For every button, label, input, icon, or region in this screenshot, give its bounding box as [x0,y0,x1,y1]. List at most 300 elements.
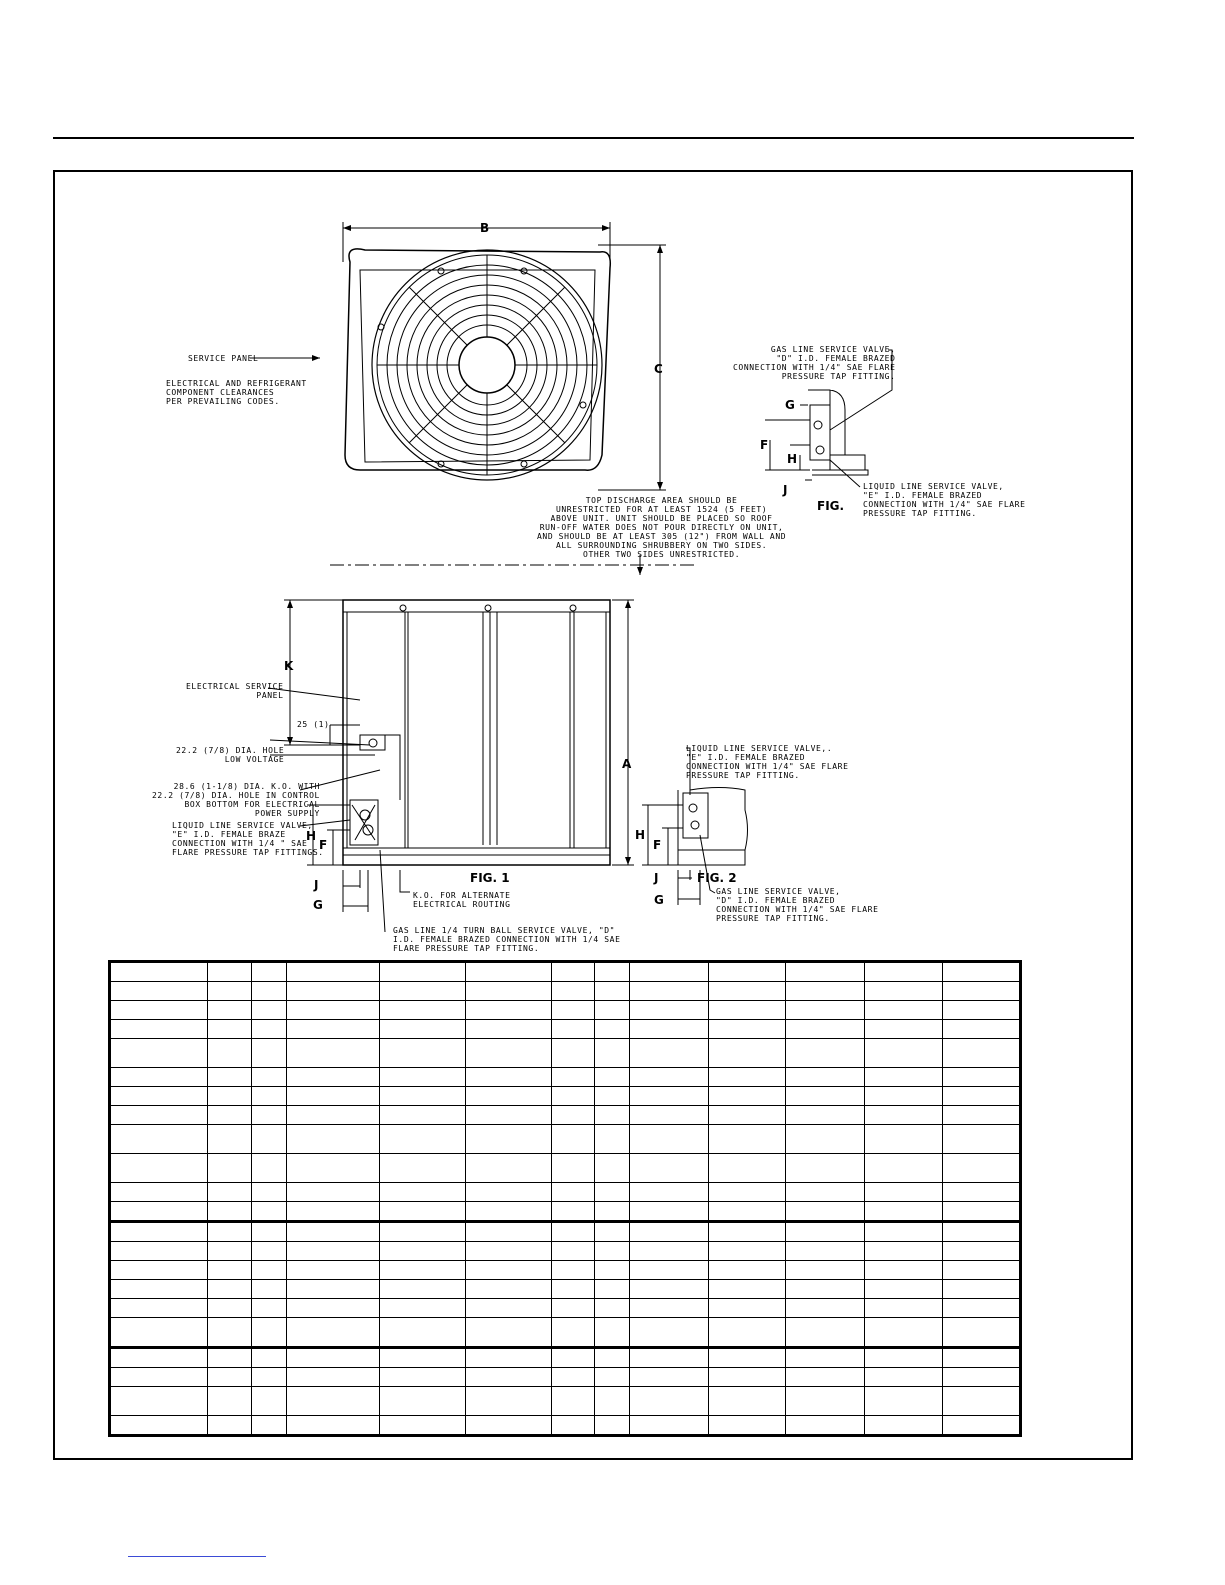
table-cell [466,1280,552,1299]
table-cell [786,1039,865,1068]
power-supply-ko-note: 28.6 (1-1/8) DIA. K.O. WITH 22.2 (7/8) DIA. HOLE IN CONTROL BOX BOTTOM FOR ELECTRICAL POWER SUPPLY [152,782,320,818]
fig2-dim-f-label: F [653,838,662,852]
table-row [110,982,1021,1001]
table-cell [287,1416,380,1436]
table-row [110,1106,1021,1125]
table-cell [865,1125,943,1154]
table-cell [208,1348,252,1368]
table-cell [709,1154,786,1183]
table-row [110,1299,1021,1318]
low-voltage-hole-note: 22.2 (7/8) DIA. HOLE LOW VOLTAGE [176,746,285,764]
table-cell [287,1202,380,1222]
table-cell [943,1183,1021,1202]
table-cell [466,1299,552,1318]
fig3-label: FIG. [817,499,845,513]
table-cell [110,1087,208,1106]
table-cell [630,1222,709,1242]
table-cell [252,1242,287,1261]
table-row [110,1348,1021,1368]
table-cell [595,962,630,982]
table-row [110,1202,1021,1222]
gas-ball-valve-note: GAS LINE 1/4 TURN BALL SERVICE VALVE, "D" I.D. FEMALE BRAZED CONNECTION WITH 1/4 SAE FLARE PRESSURE TAP FITTING. [393,926,621,953]
table-cell [466,982,552,1001]
table-cell [865,1242,943,1261]
table-cell [865,1299,943,1318]
dim-k-label: K [284,659,294,673]
table-cell [943,1242,1021,1261]
table-cell [630,1068,709,1087]
table-cell [943,1222,1021,1242]
table-cell [287,1001,380,1020]
table-cell [595,1183,630,1202]
table-cell [466,1154,552,1183]
top-discharge-note: TOP DISCHARGE AREA SHOULD BE UNRESTRICTED FOR AT LEAST 1524 (5 FEET) ABOVE UNIT. UNIT SHOULD BE PLACED SO ROOF RUN-OFF WATER DOES NOT POUR DIRECTLY ON UNIT, AND SHOULD BE AT LEAST 305 (12") FROM WALL AND ALL SURROUNDING SHRUBBERY ON TWO SIDES. OTHER TWO SIDES UNRESTRICTED. [537,496,787,559]
table-cell [943,962,1021,982]
table-cell [595,1222,630,1242]
table-cell [208,1020,252,1039]
table-cell [110,1280,208,1299]
table-cell [786,1087,865,1106]
table-cell [865,1387,943,1416]
table-row [110,1222,1021,1242]
table-cell [380,1318,466,1348]
table-cell [943,1202,1021,1222]
table-cell [287,1087,380,1106]
table-cell [630,1125,709,1154]
table-cell [380,1261,466,1280]
table-cell [595,1125,630,1154]
table-cell [786,1183,865,1202]
table-cell [865,1183,943,1202]
dim-b-label: B [480,221,490,235]
table-cell [208,962,252,982]
table-cell [380,1222,466,1242]
table-cell [110,1318,208,1348]
table-cell [630,1299,709,1318]
table-cell [786,1348,865,1368]
table-cell [252,1318,287,1348]
table-cell [709,1106,786,1125]
table-cell [252,1001,287,1020]
side-dim-f-label: F [760,438,769,452]
side-dim-g-label: G [785,398,795,412]
table-cell [380,1020,466,1039]
table-cell [943,1318,1021,1348]
table-row [110,1068,1021,1087]
table-cell [466,1222,552,1242]
clearances-note: ELECTRICAL AND REFRIGERANT COMPONENT CLEARANCES PER PREVAILING CODES. [166,379,307,406]
table-cell [630,1202,709,1222]
table-cell [709,1020,786,1039]
table-cell [208,1087,252,1106]
table-cell [709,962,786,982]
table-cell [466,1106,552,1125]
table-row [110,1020,1021,1039]
table-cell [630,1154,709,1183]
table-cell [786,962,865,982]
table-cell [709,1299,786,1318]
table-cell [786,1106,865,1125]
table-cell [466,1039,552,1068]
table-cell [552,1368,595,1387]
table-cell [287,1348,380,1368]
electrical-panel-label: ELECTRICAL SERVICE PANEL [186,682,284,700]
table-cell [786,1416,865,1436]
table-cell [709,1387,786,1416]
table-cell [552,1280,595,1299]
table-cell [287,1387,380,1416]
table-row [110,1183,1021,1202]
table-cell [110,1202,208,1222]
table-cell [110,1416,208,1436]
table-cell [630,1242,709,1261]
table-cell [208,1242,252,1261]
table-cell [252,962,287,982]
table-cell [466,1416,552,1436]
table-cell [630,1020,709,1039]
table-cell [865,1106,943,1125]
table-row [110,1087,1021,1106]
table-cell [208,1299,252,1318]
table-cell [786,1387,865,1416]
fig1-dim-f-label: F [319,838,328,852]
table-cell [595,1280,630,1299]
table-cell [287,962,380,982]
table-cell [110,1368,208,1387]
table-cell [552,1154,595,1183]
fig1-liquid-valve-note: LIQUID LINE SERVICE VALVE, "E" I.D. FEMALE BRAZE CONNECTION WITH 1/4 " SAE FLARE PRESSURE TAP FITTINGS. [172,821,324,857]
table-cell [786,1261,865,1280]
table-row [110,1387,1021,1416]
table-cell [252,1222,287,1242]
table-cell [208,1387,252,1416]
table-cell [252,1299,287,1318]
table-cell [709,1280,786,1299]
table-cell [552,1068,595,1087]
table-cell [110,982,208,1001]
table-cell [552,1242,595,1261]
table-cell [466,1261,552,1280]
fig2-label: FIG. 2 [697,871,737,885]
table-cell [252,1387,287,1416]
table-cell [709,1222,786,1242]
table-cell [380,1242,466,1261]
table-cell [208,1106,252,1125]
front-view-unit [343,600,610,865]
table-cell [709,1368,786,1387]
table-cell [110,1222,208,1242]
fig1-dim-h-label: H [306,829,317,843]
table-cell [630,1348,709,1368]
table-row [110,962,1021,982]
table-cell [865,1368,943,1387]
table-cell [709,1125,786,1154]
table-cell [208,1222,252,1242]
table-cell [865,1087,943,1106]
side-liquid-valve-note: LIQUID LINE SERVICE VALVE, "E" I.D. FEMALE BRAZED CONNECTION WITH 1/4" SAE FLARE PRESSURE TAP FITTING. [863,482,1026,518]
table-cell [287,1020,380,1039]
table-cell [466,1068,552,1087]
table-cell [110,1125,208,1154]
table-cell [630,962,709,982]
table-cell [786,1020,865,1039]
table-cell [595,982,630,1001]
table-row [110,1261,1021,1280]
table-cell [552,1299,595,1318]
table-cell [208,982,252,1001]
table-cell [380,1202,466,1222]
table-cell [552,1261,595,1280]
alternate-routing-note: K.O. FOR ALTERNATE ELECTRICAL ROUTING [413,891,511,909]
table-cell [552,1039,595,1068]
table-cell [865,1068,943,1087]
side-gas-valve-note: GAS LINE SERVICE VALVE, "D" I.D. FEMALE BRAZED CONNECTION WITH 1/4" SAE FLARE PRESSURE TAP FITTING. [733,345,896,381]
table-cell [865,1348,943,1368]
table-cell [287,1068,380,1087]
dim-a-label: A [622,757,632,771]
table-cell [595,1318,630,1348]
table-cell [252,982,287,1001]
table-cell [208,1125,252,1154]
table-cell [595,1020,630,1039]
table-cell [380,1125,466,1154]
table-cell [709,1039,786,1068]
table-cell [786,1068,865,1087]
table-cell [380,1068,466,1087]
table-cell [595,1154,630,1183]
table-cell [252,1125,287,1154]
table-cell [208,1318,252,1348]
table-cell [943,1125,1021,1154]
table-row [110,1280,1021,1299]
table-cell [380,1416,466,1436]
table-cell [110,1348,208,1368]
table-cell [110,1020,208,1039]
table-cell [466,962,552,982]
side-dim-h-label: H [787,452,798,466]
table-cell [865,1039,943,1068]
table-cell [466,1242,552,1261]
table-cell [110,1387,208,1416]
table-cell [252,1039,287,1068]
table-cell [252,1416,287,1436]
fig2-detail-unit [678,788,748,866]
service-panel-label: SERVICE PANEL [188,354,259,363]
table-cell [380,982,466,1001]
table-row [110,1125,1021,1154]
table-cell [287,1318,380,1348]
table-cell [943,1154,1021,1183]
table-cell [552,1125,595,1154]
table-cell [943,1368,1021,1387]
table-cell [380,1280,466,1299]
table-cell [252,1087,287,1106]
table-cell [380,1299,466,1318]
table-cell [552,1387,595,1416]
side-dim-j-label: J [783,483,788,497]
table-cell [865,1001,943,1020]
fig2-liquid-valve-note: LIQUID LINE SERVICE VALVE,. "E" I.D. FEMALE BRAZED CONNECTION WITH 1/4" SAE FLARE PRESSURE TAP FITTING. [686,744,849,780]
table-cell [709,1068,786,1087]
table-cell [786,1318,865,1348]
table-cell [208,1202,252,1222]
fig1-dim-j-label: J [314,878,319,892]
table-cell [943,1348,1021,1368]
table-cell [466,1087,552,1106]
table-cell [380,1154,466,1183]
table-cell [208,1183,252,1202]
table-cell [943,1261,1021,1280]
table-cell [595,1387,630,1416]
table-cell [287,1280,380,1299]
table-cell [786,1280,865,1299]
table-cell [466,1368,552,1387]
table-cell [110,1183,208,1202]
table-cell [287,1222,380,1242]
table-cell [786,1202,865,1222]
table-cell [786,1154,865,1183]
table-cell [252,1106,287,1125]
table-cell [595,1039,630,1068]
table-row [110,1039,1021,1068]
table-cell [552,962,595,982]
table-cell [466,1125,552,1154]
table-cell [595,1001,630,1020]
fig1-dim-g-label: G [313,898,323,912]
table-cell [110,1001,208,1020]
table-cell [380,1106,466,1125]
table-cell [865,1416,943,1436]
table-cell [552,1318,595,1348]
table-cell [709,1318,786,1348]
table-cell [252,1368,287,1387]
table-cell [630,982,709,1001]
fig2-gas-valve-note: GAS LINE SERVICE VALVE, "D" I.D. FEMALE BRAZED CONNECTION WITH 1/4" SAE FLARE PRESSURE TAP FITTING. [716,887,879,923]
fig1-label: FIG. 1 [470,871,510,885]
table-cell [630,1183,709,1202]
table-cell [865,1261,943,1280]
table-cell [208,1039,252,1068]
table-row [110,1318,1021,1348]
table-cell [630,1280,709,1299]
table-cell [552,1001,595,1020]
table-cell [943,1106,1021,1125]
table-cell [786,1001,865,1020]
table-cell [380,1387,466,1416]
table-cell [595,1348,630,1368]
table-cell [466,1318,552,1348]
table-cell [287,982,380,1001]
table-cell [110,1242,208,1261]
table-cell [110,1039,208,1068]
table-cell [287,1183,380,1202]
table-cell [287,1299,380,1318]
table-cell [595,1068,630,1087]
table-cell [630,1368,709,1387]
table-cell [709,982,786,1001]
table-cell [380,1183,466,1202]
table-cell [208,1416,252,1436]
table-cell [287,1368,380,1387]
table-cell [709,1202,786,1222]
table-cell [630,1387,709,1416]
table-cell [595,1416,630,1436]
table-cell [630,1039,709,1068]
table-cell [287,1242,380,1261]
table-cell [865,982,943,1001]
table-cell [943,1020,1021,1039]
side-detail-unit [808,390,868,475]
table-cell [786,1222,865,1242]
table-cell [943,1416,1021,1436]
table-cell [630,1318,709,1348]
table-cell [252,1183,287,1202]
table-cell [380,1039,466,1068]
table-cell [595,1202,630,1222]
table-cell [252,1261,287,1280]
table-cell [208,1280,252,1299]
table-cell [380,962,466,982]
table-cell [110,1154,208,1183]
table-row [110,1154,1021,1183]
table-row [110,1242,1021,1261]
dim-25-label: 25 (1) [297,720,330,729]
table-cell [943,1001,1021,1020]
table-cell [252,1202,287,1222]
table-cell [943,1299,1021,1318]
dim-c-label: C [654,362,663,376]
table-cell [786,982,865,1001]
table-cell [208,1068,252,1087]
table-cell [709,1261,786,1280]
table-cell [208,1261,252,1280]
table-cell [709,1242,786,1261]
table-cell [380,1348,466,1368]
table-cell [865,1154,943,1183]
table-cell [786,1368,865,1387]
table-cell [552,1222,595,1242]
table-cell [865,1318,943,1348]
table-cell [287,1154,380,1183]
footer-link-underline[interactable] [128,1556,266,1557]
top-view-unit [345,249,610,480]
table-cell [380,1001,466,1020]
table-cell [287,1125,380,1154]
table-cell [287,1106,380,1125]
table-row [110,1001,1021,1020]
table-cell [552,1416,595,1436]
table-cell [552,1106,595,1125]
table-cell [865,1020,943,1039]
table-cell [208,1368,252,1387]
table-cell [552,1348,595,1368]
table-cell [380,1087,466,1106]
table-row [110,1368,1021,1387]
table-cell [943,1280,1021,1299]
table-cell [709,1348,786,1368]
fig2-dim-j-label: J [654,871,659,885]
table-cell [252,1348,287,1368]
table-cell [287,1261,380,1280]
table-cell [466,1202,552,1222]
table-cell [630,1106,709,1125]
table-cell [466,1001,552,1020]
table-cell [865,1202,943,1222]
table-cell [552,1202,595,1222]
table-cell [865,1280,943,1299]
table-cell [110,1106,208,1125]
table-cell [110,1299,208,1318]
